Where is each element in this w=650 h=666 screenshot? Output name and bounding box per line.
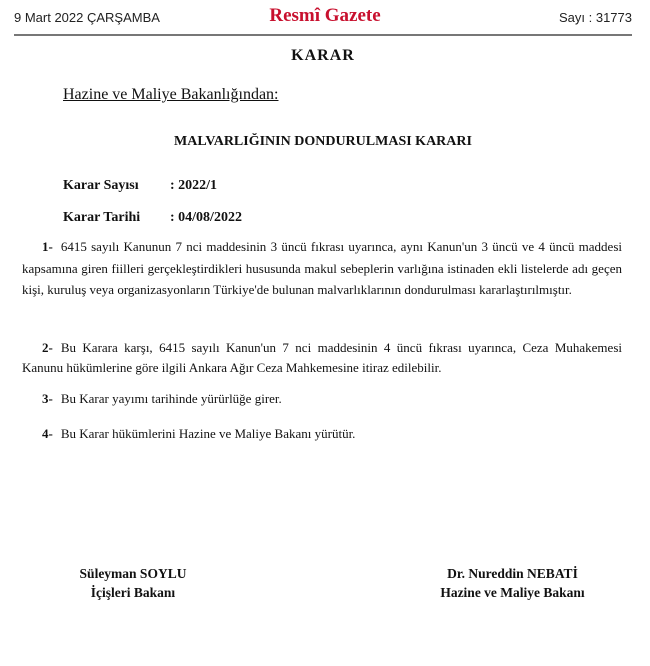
gazette-title: Resmî Gazete [269, 5, 381, 26]
article-1: 1- 6415 sayılı Kanunun 7 nci maddesinin 3 üncü fıkrası uyarınca, aynı Kanun'un 3 üncü ve 4 üncü maddesi kapsamına giren fiilleri gerçekleştirdikleri hususunda makul sebeplerin varlığına istinaden ekli listelerde adı geçen kişi, kuruluş veya organizasyonların Türkiye'de bulunan malvarlıklarının dondurulması kararlaştırılmıştır. [22, 239, 622, 297]
section-heading: KARAR [291, 47, 355, 64]
article-4: 4- Bu Karar hükümlerini Hazine ve Maliye Bakanı yürütür. [42, 426, 356, 441]
issue-number: Sayı : 31773 [559, 10, 632, 25]
article-2: 2- Bu Karara karşı, 6415 sayılı Kanun'un 7 nci maddesinin 4 üncü fıkrası uyarınca, Ceza Muhakemesi Kanunu hükümlerine göre ilgili Ankara Ağır Ceza Mahkemesine itiraz edilebilir. [22, 340, 622, 375]
signature-right: Dr. Nureddin NEBATİ Hazine ve Maliye Bakanı [440, 566, 585, 600]
signature-left: Süleyman SOYLU İçişleri Bakanı [79, 566, 187, 600]
decision-title: MALVARLIĞININ DONDURULMASI KARARI [174, 134, 472, 149]
issuing-ministry: Hazine ve Maliye Bakanlığından: [63, 86, 279, 103]
issue-date: 9 Mart 2022 ÇARŞAMBA [14, 10, 160, 25]
decision-date: Karar Tarihi : 04/08/2022 [63, 210, 242, 225]
header-divider [14, 34, 632, 36]
article-3: 3- Bu Karar yayımı tarihinde yürürlüğe girer. [42, 391, 282, 406]
decision-number: Karar Sayısı : 2022/1 [63, 178, 218, 193]
